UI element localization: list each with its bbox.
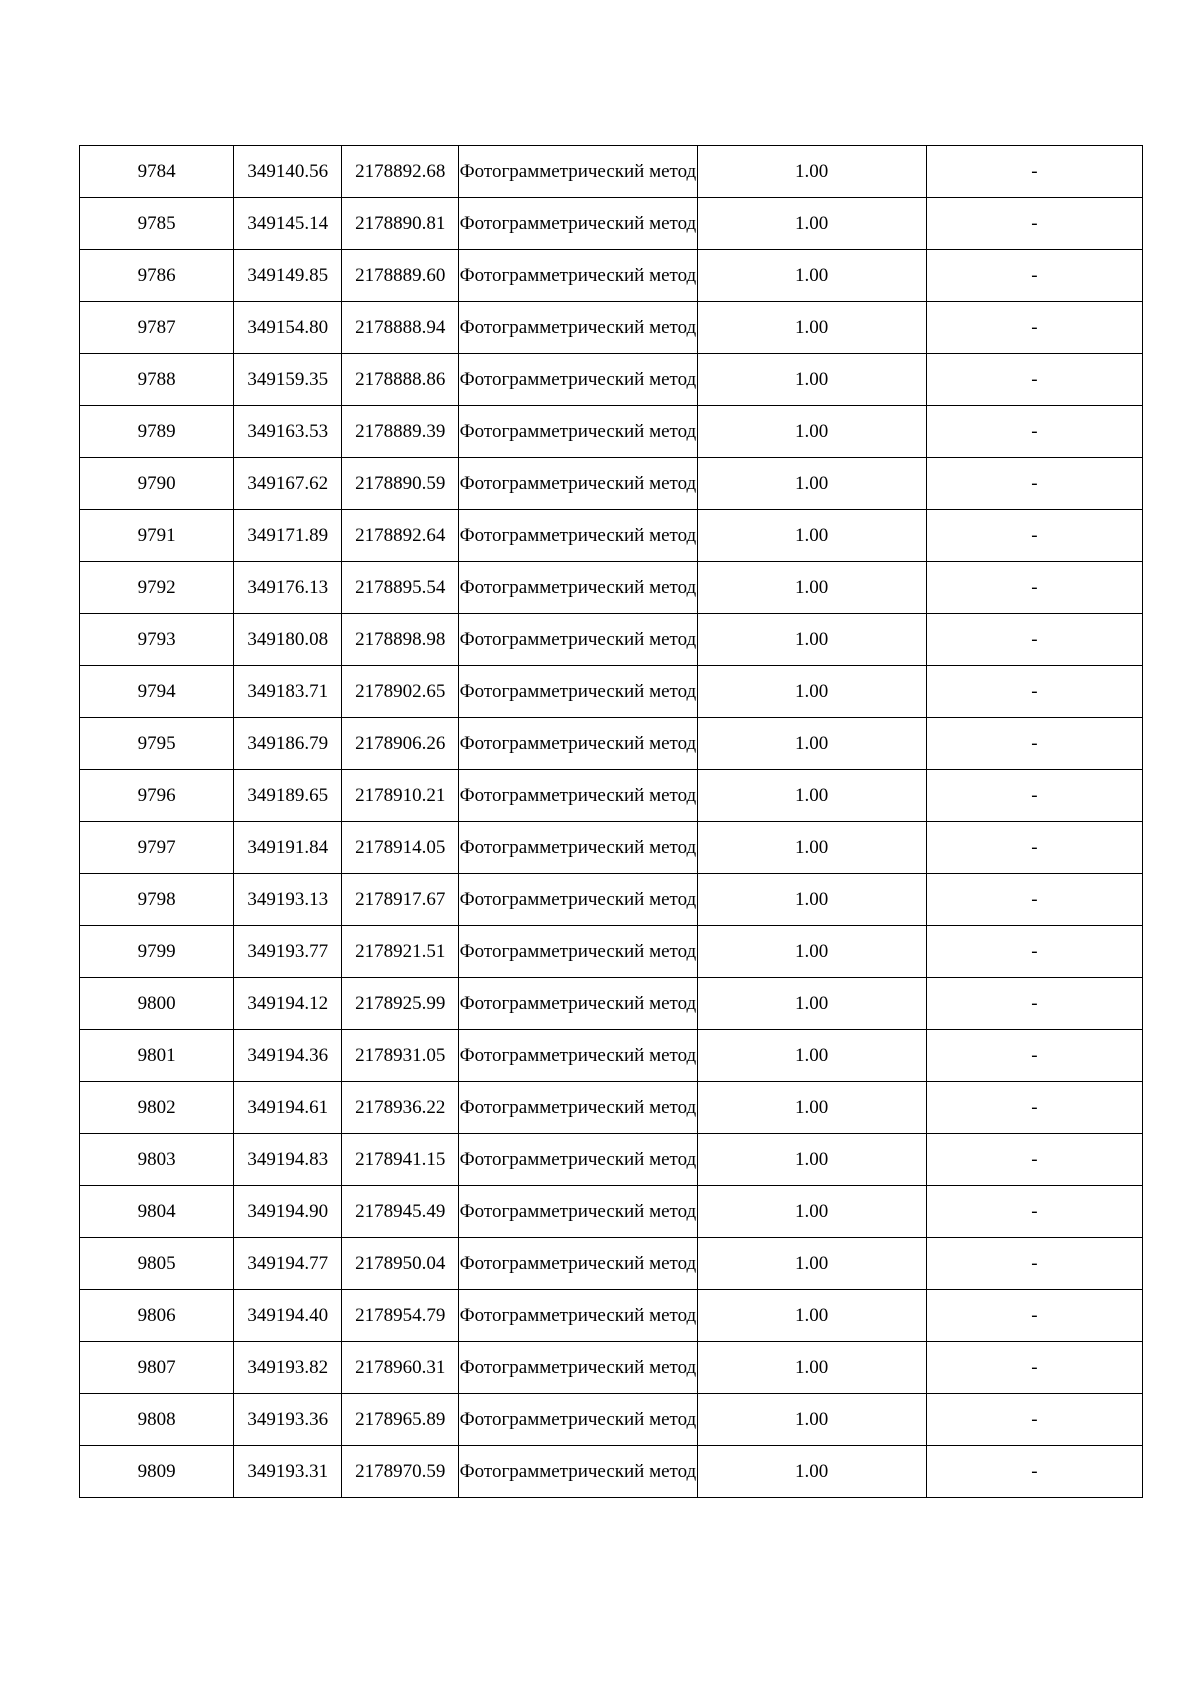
description-cell: - <box>926 874 1142 926</box>
point-number-cell: 9807 <box>80 1342 234 1394</box>
description-cell: - <box>926 458 1142 510</box>
method-cell: Фотограмметрический метод <box>459 1186 697 1238</box>
table-row <box>80 770 1143 822</box>
precision-cell: 1.00 <box>697 146 926 198</box>
method-cell: Фотограмметрический метод <box>459 1134 697 1186</box>
y-coordinate-cell: 2178892.64 <box>342 510 459 562</box>
table-row <box>80 510 1143 562</box>
description-cell: - <box>926 822 1142 874</box>
y-coordinate-cell: 2178936.22 <box>342 1082 459 1134</box>
y-coordinate-cell: 2178954.79 <box>342 1290 459 1342</box>
x-coordinate-cell: 349194.40 <box>234 1290 342 1342</box>
point-number-cell: 9791 <box>80 510 234 562</box>
x-coordinate-cell: 349194.61 <box>234 1082 342 1134</box>
precision-cell: 1.00 <box>697 718 926 770</box>
x-coordinate-cell: 349193.36 <box>234 1394 342 1446</box>
y-coordinate-cell: 2178898.98 <box>342 614 459 666</box>
method-cell: Фотограмметрический метод <box>459 1342 697 1394</box>
method-cell: Фотограмметрический метод <box>459 1082 697 1134</box>
description-cell: - <box>926 198 1142 250</box>
description-cell: - <box>926 1342 1142 1394</box>
method-cell: Фотограмметрический метод <box>459 198 697 250</box>
precision-cell: 1.00 <box>697 354 926 406</box>
table-row <box>80 250 1143 302</box>
description-cell: - <box>926 1134 1142 1186</box>
description-cell: - <box>926 978 1142 1030</box>
description-cell: - <box>926 406 1142 458</box>
method-cell: Фотограмметрический метод <box>459 718 697 770</box>
method-cell: Фотограмметрический метод <box>459 354 697 406</box>
table-row <box>80 1186 1143 1238</box>
method-cell: Фотограмметрический метод <box>459 1446 697 1498</box>
point-number-cell: 9804 <box>80 1186 234 1238</box>
y-coordinate-cell: 2178917.67 <box>342 874 459 926</box>
description-cell: - <box>926 354 1142 406</box>
point-number-cell: 9802 <box>80 1082 234 1134</box>
x-coordinate-cell: 349163.53 <box>234 406 342 458</box>
description-cell: - <box>926 1030 1142 1082</box>
x-coordinate-cell: 349159.35 <box>234 354 342 406</box>
y-coordinate-cell: 2178888.94 <box>342 302 459 354</box>
x-coordinate-cell: 349191.84 <box>234 822 342 874</box>
point-number-cell: 9798 <box>80 874 234 926</box>
precision-cell: 1.00 <box>697 1342 926 1394</box>
method-cell: Фотограмметрический метод <box>459 1238 697 1290</box>
precision-cell: 1.00 <box>697 1082 926 1134</box>
table-row <box>80 666 1143 718</box>
description-cell: - <box>926 1394 1142 1446</box>
y-coordinate-cell: 2178950.04 <box>342 1238 459 1290</box>
precision-cell: 1.00 <box>697 1290 926 1342</box>
point-number-cell: 9809 <box>80 1446 234 1498</box>
x-coordinate-cell: 349194.90 <box>234 1186 342 1238</box>
x-coordinate-cell: 349193.82 <box>234 1342 342 1394</box>
point-number-cell: 9803 <box>80 1134 234 1186</box>
point-number-cell: 9796 <box>80 770 234 822</box>
y-coordinate-cell: 2178890.81 <box>342 198 459 250</box>
y-coordinate-cell: 2178895.54 <box>342 562 459 614</box>
y-coordinate-cell: 2178921.51 <box>342 926 459 978</box>
x-coordinate-cell: 349183.71 <box>234 666 342 718</box>
description-cell: - <box>926 510 1142 562</box>
precision-cell: 1.00 <box>697 458 926 510</box>
precision-cell: 1.00 <box>697 1186 926 1238</box>
precision-cell: 1.00 <box>697 1394 926 1446</box>
precision-cell: 1.00 <box>697 614 926 666</box>
method-cell: Фотограмметрический метод <box>459 926 697 978</box>
y-coordinate-cell: 2178910.21 <box>342 770 459 822</box>
description-cell: - <box>926 1238 1142 1290</box>
method-cell: Фотограмметрический метод <box>459 250 697 302</box>
table-row <box>80 1342 1143 1394</box>
table-row <box>80 614 1143 666</box>
point-number-cell: 9806 <box>80 1290 234 1342</box>
point-number-cell: 9787 <box>80 302 234 354</box>
point-number-cell: 9808 <box>80 1394 234 1446</box>
precision-cell: 1.00 <box>697 1446 926 1498</box>
description-cell: - <box>926 718 1142 770</box>
coordinates-table-body <box>80 146 1143 1498</box>
description-cell: - <box>926 614 1142 666</box>
method-cell: Фотограмметрический метод <box>459 822 697 874</box>
precision-cell: 1.00 <box>697 926 926 978</box>
precision-cell: 1.00 <box>697 1134 926 1186</box>
precision-cell: 1.00 <box>697 198 926 250</box>
y-coordinate-cell: 2178945.49 <box>342 1186 459 1238</box>
table-row <box>80 822 1143 874</box>
table-row <box>80 354 1143 406</box>
point-number-cell: 9793 <box>80 614 234 666</box>
y-coordinate-cell: 2178914.05 <box>342 822 459 874</box>
point-number-cell: 9805 <box>80 1238 234 1290</box>
table-row <box>80 1238 1143 1290</box>
method-cell: Фотограмметрический метод <box>459 458 697 510</box>
table-row <box>80 926 1143 978</box>
description-cell: - <box>926 302 1142 354</box>
precision-cell: 1.00 <box>697 562 926 614</box>
point-number-cell: 9795 <box>80 718 234 770</box>
y-coordinate-cell: 2178888.86 <box>342 354 459 406</box>
x-coordinate-cell: 349194.12 <box>234 978 342 1030</box>
description-cell: - <box>926 562 1142 614</box>
y-coordinate-cell: 2178889.60 <box>342 250 459 302</box>
y-coordinate-cell: 2178965.89 <box>342 1394 459 1446</box>
x-coordinate-cell: 349193.77 <box>234 926 342 978</box>
method-cell: Фотограмметрический метод <box>459 562 697 614</box>
method-cell: Фотограмметрический метод <box>459 770 697 822</box>
description-cell: - <box>926 770 1142 822</box>
description-cell: - <box>926 666 1142 718</box>
point-number-cell: 9800 <box>80 978 234 1030</box>
method-cell: Фотограмметрический метод <box>459 874 697 926</box>
table-row <box>80 302 1143 354</box>
method-cell: Фотограмметрический метод <box>459 1290 697 1342</box>
x-coordinate-cell: 349193.31 <box>234 1446 342 1498</box>
precision-cell: 1.00 <box>697 770 926 822</box>
point-number-cell: 9794 <box>80 666 234 718</box>
point-number-cell: 9792 <box>80 562 234 614</box>
table-row <box>80 1082 1143 1134</box>
table-row <box>80 978 1143 1030</box>
method-cell: Фотограмметрический метод <box>459 1394 697 1446</box>
description-cell: - <box>926 1082 1142 1134</box>
method-cell: Фотограмметрический метод <box>459 1030 697 1082</box>
description-cell: - <box>926 146 1142 198</box>
point-number-cell: 9790 <box>80 458 234 510</box>
point-number-cell: 9801 <box>80 1030 234 1082</box>
method-cell: Фотограмметрический метод <box>459 406 697 458</box>
precision-cell: 1.00 <box>697 302 926 354</box>
point-number-cell: 9786 <box>80 250 234 302</box>
point-number-cell: 9799 <box>80 926 234 978</box>
precision-cell: 1.00 <box>697 666 926 718</box>
table-row <box>80 406 1143 458</box>
description-cell: - <box>926 1446 1142 1498</box>
y-coordinate-cell: 2178902.65 <box>342 666 459 718</box>
table-row <box>80 874 1143 926</box>
table-row <box>80 458 1143 510</box>
precision-cell: 1.00 <box>697 1030 926 1082</box>
x-coordinate-cell: 349194.83 <box>234 1134 342 1186</box>
y-coordinate-cell: 2178970.59 <box>342 1446 459 1498</box>
y-coordinate-cell: 2178925.99 <box>342 978 459 1030</box>
description-cell: - <box>926 250 1142 302</box>
method-cell: Фотограмметрический метод <box>459 978 697 1030</box>
y-coordinate-cell: 2178892.68 <box>342 146 459 198</box>
description-cell: - <box>926 926 1142 978</box>
y-coordinate-cell: 2178931.05 <box>342 1030 459 1082</box>
method-cell: Фотограмметрический метод <box>459 510 697 562</box>
precision-cell: 1.00 <box>697 1238 926 1290</box>
x-coordinate-cell: 349140.56 <box>234 146 342 198</box>
description-cell: - <box>926 1186 1142 1238</box>
x-coordinate-cell: 349193.13 <box>234 874 342 926</box>
precision-cell: 1.00 <box>697 874 926 926</box>
table-row <box>80 1030 1143 1082</box>
table-row <box>80 198 1143 250</box>
x-coordinate-cell: 349154.80 <box>234 302 342 354</box>
y-coordinate-cell: 2178890.59 <box>342 458 459 510</box>
method-cell: Фотограмметрический метод <box>459 614 697 666</box>
coordinates-table <box>79 145 1143 1498</box>
table-row <box>80 146 1143 198</box>
x-coordinate-cell: 349145.14 <box>234 198 342 250</box>
method-cell: Фотограмметрический метод <box>459 666 697 718</box>
x-coordinate-cell: 349149.85 <box>234 250 342 302</box>
table-row <box>80 1290 1143 1342</box>
y-coordinate-cell: 2178906.26 <box>342 718 459 770</box>
y-coordinate-cell: 2178889.39 <box>342 406 459 458</box>
x-coordinate-cell: 349176.13 <box>234 562 342 614</box>
precision-cell: 1.00 <box>697 250 926 302</box>
precision-cell: 1.00 <box>697 822 926 874</box>
x-coordinate-cell: 349186.79 <box>234 718 342 770</box>
precision-cell: 1.00 <box>697 406 926 458</box>
x-coordinate-cell: 349194.36 <box>234 1030 342 1082</box>
y-coordinate-cell: 2178941.15 <box>342 1134 459 1186</box>
description-cell: - <box>926 1290 1142 1342</box>
point-number-cell: 9785 <box>80 198 234 250</box>
point-number-cell: 9789 <box>80 406 234 458</box>
precision-cell: 1.00 <box>697 510 926 562</box>
table-row <box>80 718 1143 770</box>
x-coordinate-cell: 349167.62 <box>234 458 342 510</box>
y-coordinate-cell: 2178960.31 <box>342 1342 459 1394</box>
table-row <box>80 562 1143 614</box>
precision-cell: 1.00 <box>697 978 926 1030</box>
x-coordinate-cell: 349194.77 <box>234 1238 342 1290</box>
point-number-cell: 9784 <box>80 146 234 198</box>
method-cell: Фотограмметрический метод <box>459 302 697 354</box>
point-number-cell: 9788 <box>80 354 234 406</box>
table-row <box>80 1394 1143 1446</box>
x-coordinate-cell: 349180.08 <box>234 614 342 666</box>
table-row <box>80 1446 1143 1498</box>
x-coordinate-cell: 349171.89 <box>234 510 342 562</box>
table-row <box>80 1134 1143 1186</box>
point-number-cell: 9797 <box>80 822 234 874</box>
x-coordinate-cell: 349189.65 <box>234 770 342 822</box>
method-cell: Фотограмметрический метод <box>459 146 697 198</box>
